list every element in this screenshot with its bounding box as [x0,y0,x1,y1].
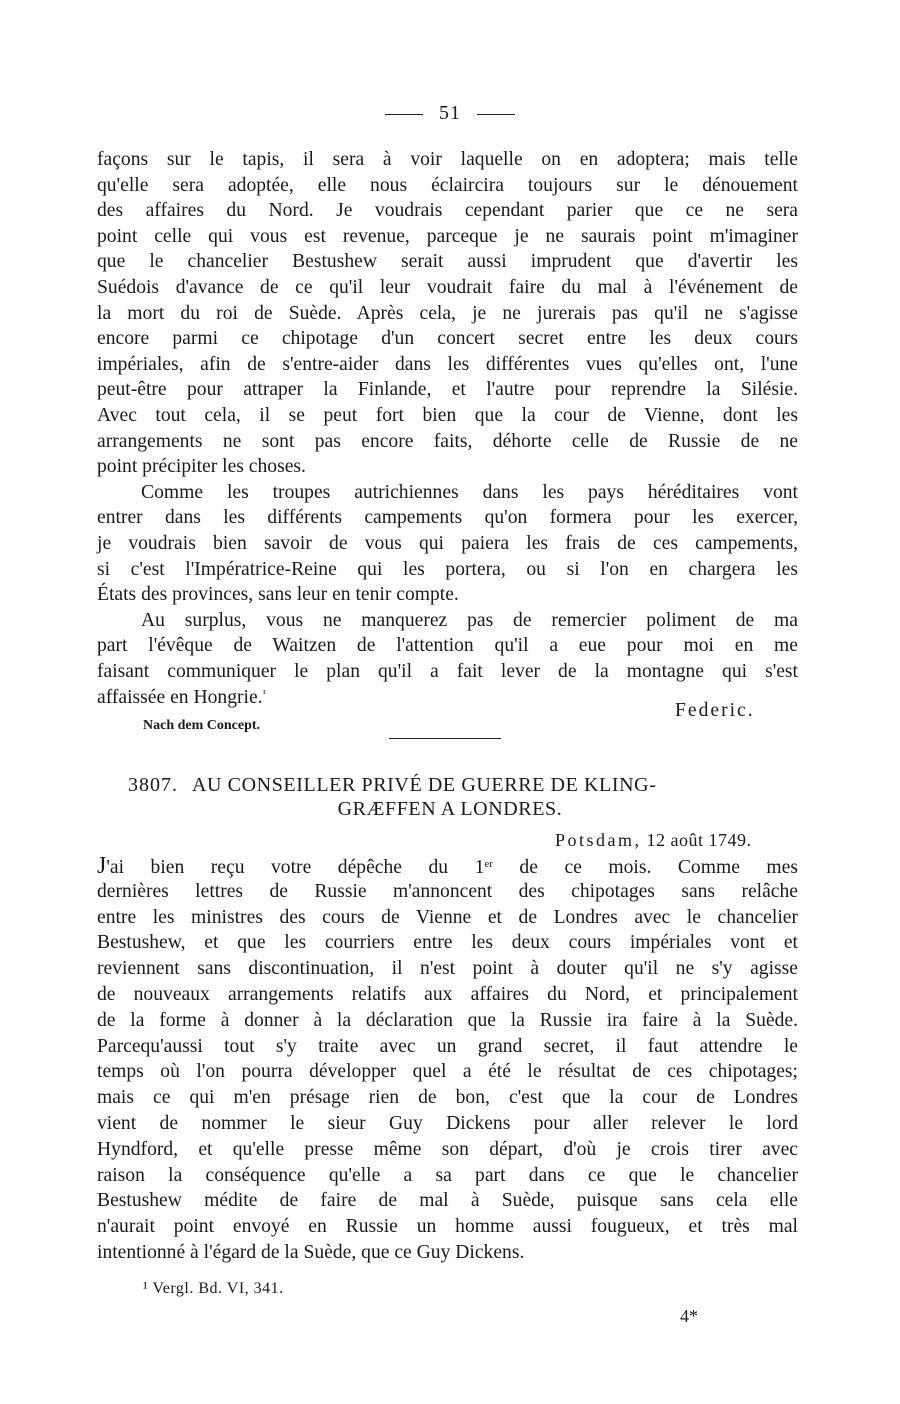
text-line [97,582,798,608]
page-number: 51 [439,102,461,124]
text-fragment: de nouveaux arrangements relatifs aux affaires du Nord, et principalement [97,984,798,1005]
text-fragment: Bestushew médite de faire de mal à Suède, puisque sans cela elle [97,1190,798,1212]
text-line [97,853,798,879]
letter-dateline [555,830,752,851]
text-line [97,224,798,250]
text-line [97,956,798,982]
text-line [97,659,798,685]
text-fragment: des affaires du Nord. Je voudrais cependant parier que ce ne sera [97,200,798,222]
text-fragment: façons sur le tapis, il sera à voir laquelle on en adoptera; mais telle [97,149,798,170]
text-line [97,1188,798,1214]
text-fragment: de ce mois. Comme mes [492,857,798,878]
text-fragment: je voudrais bien savoir de vous qui paiera les frais de ces campements, [97,533,798,554]
letter-heading [128,774,768,797]
text-fragment: États des provinces, sans leur en tenir compte. [97,584,459,606]
text-fragment: si c'est l'Impératrice-Reine qui les portera, ou si l'on en chargera les [97,558,798,580]
text-fragment: intentionné à l'égard de la Suède, que ce Guy Dickens. [97,1242,525,1263]
text-fragment: impériales, afin de s'entre-aider dans les différentes vues qu'elles ont, l'une [97,353,798,375]
text-line [97,982,798,1008]
text-line [97,480,798,506]
text-fragment: Parcequ'aussi tout s'y traite avec un grand secret, il faut attendre le [97,1035,798,1057]
header-dash-left [385,114,423,115]
text-fragment: n'aurait point envoyé en Russie un homme aussi fougueux, et très mal [97,1216,798,1238]
source-note: Nach dem Concept. [143,718,261,733]
header-dash-right [477,114,515,115]
text-fragment: Bestushew, et que les courriers entre les deux cours impériales vont et [97,932,798,954]
text-line [97,633,798,659]
text-line [97,429,798,455]
section-divider [389,738,501,739]
text-fragment: de la forme à donner à la déclaration que la Russie ira faire à la Suède. [97,1009,798,1031]
letter-title-line1: AU CONSEILLER PRIVÉ DE GUERRE DE KLING- [192,774,657,796]
text-line [97,531,798,557]
text-line [97,1240,798,1266]
text-fragment: point celle qui vous est revenue, parceque je ne saurais point m'imaginer [97,225,798,247]
text-line [97,905,798,931]
date-place: Potsdam, [555,830,642,850]
text-line [97,275,798,301]
signature: Federic. [675,700,755,721]
text-line [97,1163,798,1189]
letter-number: 3807. [128,774,178,796]
text-line [97,198,798,224]
text-fragment: Hyndford, et qu'elle presse même son départ, d'où je crois tirer avec [97,1138,798,1160]
text-line [97,1059,798,1085]
footnote: ¹ Vergl. Bd. VI, 341. [143,1280,284,1297]
text-line [97,173,798,199]
text-line [97,879,798,905]
text-fragment: affaissée en Hongrie. [97,686,263,708]
text-line [97,557,798,583]
sheet-signature-mark: 4* [680,1306,698,1326]
text-line [97,1137,798,1163]
text-fragment: dernières lettres de Russie m'annoncent des chipotages sans relâche [97,880,798,902]
text-fragment: mais ce qui m'en présage rien de bon, c'est que la cour de Londres [97,1087,798,1109]
text-fragment: part l'évêque de Waitzen de l'attention qu'il a eue pour moi en me [97,635,798,657]
text-fragment: encore parmi ce chipotage d'un concert secret entre les deux cours [97,328,798,350]
text-line [97,301,798,327]
text-fragment: temps où l'on pourra développer quel a été le résultat de ces chipotages; [97,1061,798,1083]
text-line [97,1085,798,1111]
text-fragment: Comme les troupes autrichiennes dans les pays héréditaires vont [141,481,798,503]
letter-title-line2: GRÆFFEN A LONDRES. [337,798,563,820]
text-line [97,454,798,480]
text-line [97,249,798,275]
text-fragment: entre les ministres des cours de Vienne et de Londres avec le chancelier [97,906,798,928]
date-text: 12 août 1749. [646,830,752,850]
text-fragment: reviennent sans discontinuation, il n'est point à douter qu'il ne s'y agisse [97,958,798,980]
text-line [97,1214,798,1240]
text-fragment: raison la conséquence qu'elle a sa part dans ce que le chancelier [97,1164,798,1186]
text-fragment: Suédois d'avance de ce qu'il leur voudrait faire du mal à l'événement de [97,277,798,298]
text-fragment: faisant communiquer le plan qu'il a fait lever de la montagne qui s'est [97,661,798,682]
text-fragment: Au surplus, vous ne manquerez pas de remercier poliment de ma [141,609,798,631]
text-fragment: entrer dans les différents campements qu'on formera pour les exercer, [97,507,798,529]
footnote-marker: ¹ [262,687,266,700]
text-line [97,147,798,173]
text-line [97,326,798,352]
text-line [97,377,798,403]
superscript: er [484,858,493,870]
text-fragment: arrangements ne sont pas encore faits, déhorte celle de Russie de ne [97,430,798,452]
text-fragment: qu'elle sera adoptée, elle nous éclaircira toujours sur le dénouement [97,174,798,196]
text-line [97,1008,798,1034]
text-line [97,403,798,429]
text-line [97,505,798,531]
text-line [97,1034,798,1060]
text-line [97,352,798,378]
text-fragment: que le chancelier Bestushew serait aussi imprudent que d'avertir les [97,251,798,273]
text-fragment: Avec tout cela, il se peut fort bien que la cour de Vienne, dont les [97,405,798,426]
text-fragment: point précipiter les choses. [97,456,306,478]
page-header [0,102,900,125]
initial-letter: J [97,853,107,879]
text-fragment: vient de nommer le sieur Guy Dickens pour aller relever le lord [97,1113,798,1134]
text-line [97,1111,798,1137]
text-fragment: la mort du roi de Suède. Après cela, je ne jurerais pas qu'il ne s'agisse [97,302,798,324]
text-fragment: peut-être pour attraper la Finlande, et l'autre pour reprendre la Silésie. [97,379,798,401]
text-line [97,930,798,956]
text-line [97,608,798,634]
text-fragment: 'ai bien reçu votre dépêche du 1 [106,857,485,878]
